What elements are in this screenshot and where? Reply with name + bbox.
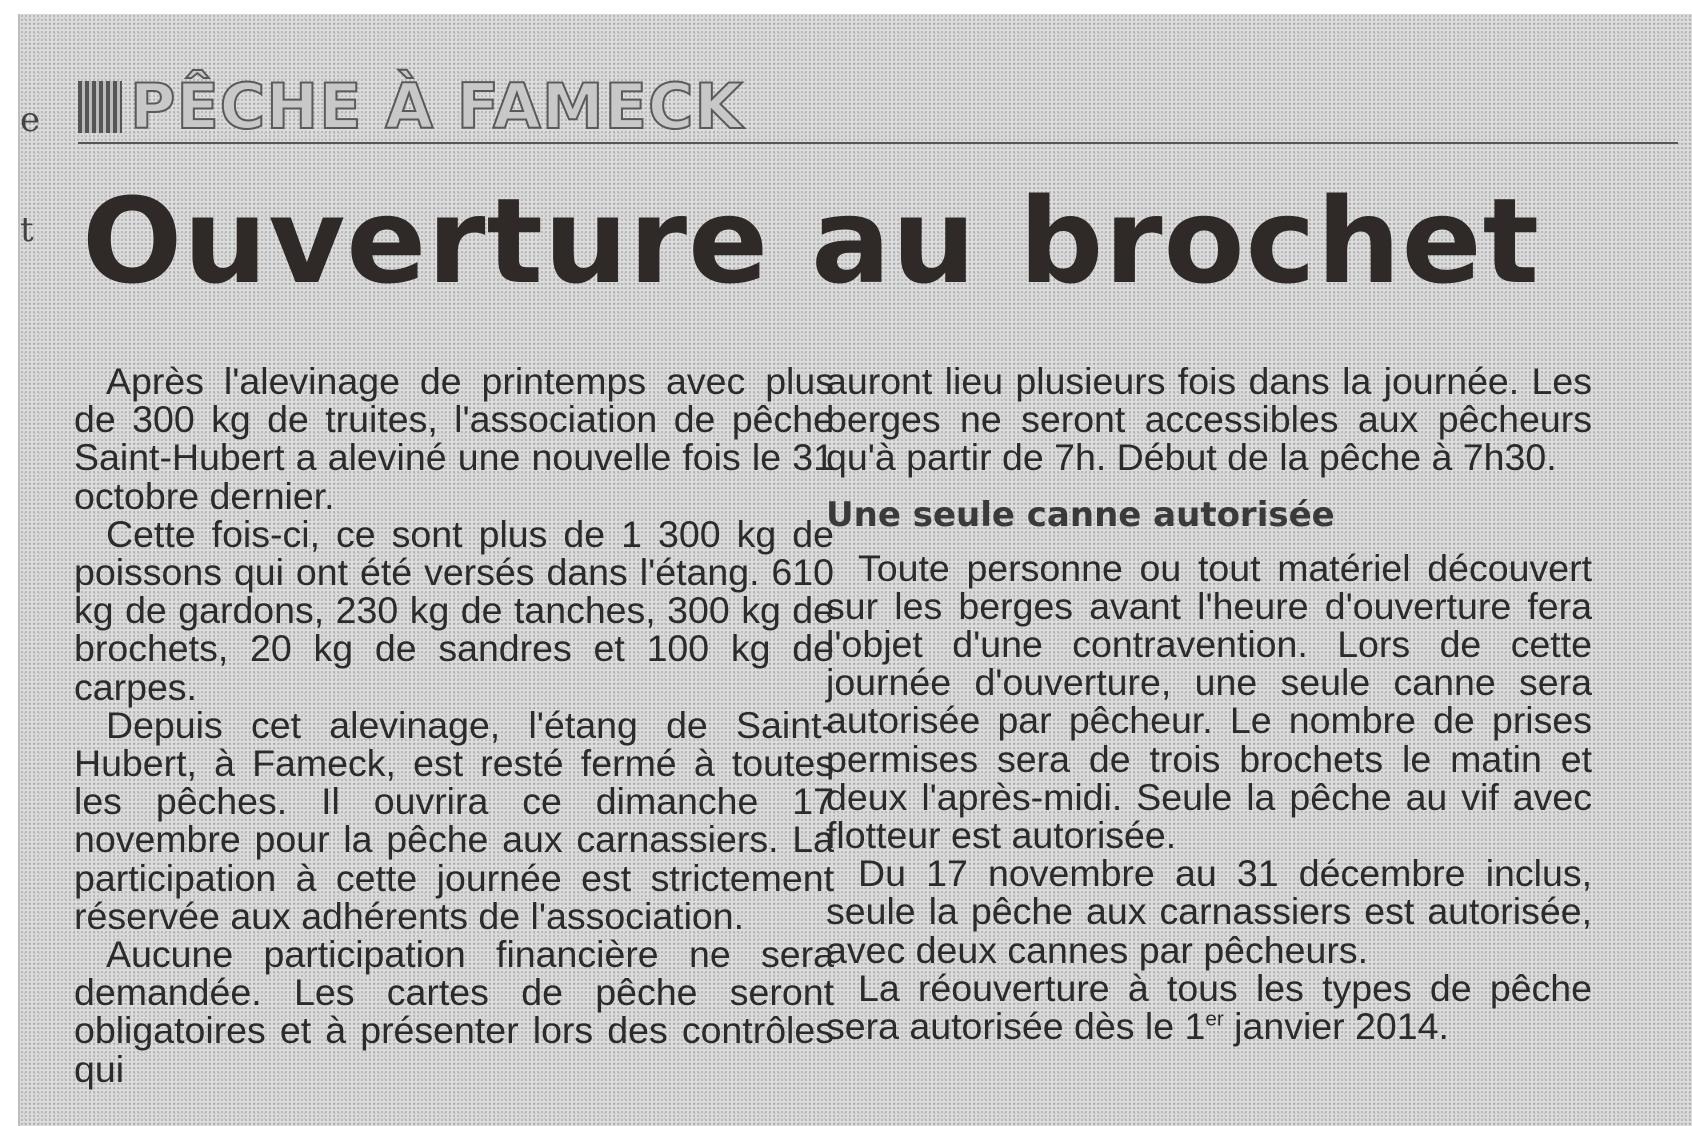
- kicker-text: PÊCHE À FAMECK: [130, 70, 744, 143]
- left-column: [74, 362, 834, 1088]
- paragraph: Aucune participation financière ne sera demandée. Les cartes de pêche seront obligatoires et à présenter lors des contrôles qui: [74, 933, 834, 1090]
- paragraph-continuation: auront lieu plusieurs fois dans la journée. Les berges ne seront accessibles aux pêcheurs qu'à partir de 7h. Début de la pêche à 7h30.: [826, 360, 1592, 479]
- paragraph-text-end: janvier 2014.: [1223, 1005, 1449, 1048]
- paragraph-last: [826, 966, 1592, 1048]
- headline: Ouverture au brochet: [82, 172, 1541, 310]
- paragraph: Après l'alevinage de printemps avec plus de 300 kg de truites, l'association de pêche Saint-Hubert a aleviné une nouvelle fois le 31 octobre dernier.: [74, 360, 834, 517]
- right-column: [826, 360, 1592, 1048]
- paragraph: Cette fois-ci, ce sont plus de 1 300 kg de poissons qui ont été versés dans l'étang. 610 kg de gardons, 230 kg de tanches, 300 kg de brochets, 20 kg de sandres et 100 kg de carpes.: [74, 512, 834, 708]
- clipped-edge: e t: [20, 100, 41, 250]
- kicker-rule: [78, 142, 1678, 144]
- paragraph-text: La réouverture à tous les types de pêche sera autorisée dès le 1: [826, 966, 1592, 1048]
- paragraph: Du 17 novembre au 31 décembre inclus, seule la pêche aux carnassiers est autorisée, avec deux cannes par pêcheurs.: [826, 852, 1592, 971]
- newspaper-clipping: [18, 14, 1692, 1126]
- paragraph: Depuis cet alevinage, l'étang de Saint-Hubert, à Fameck, est resté fermé à toutes les pêches. Il ouvrira ce dimanche 17 novembre pour la pêche aux carnassiers. La participation à cette journée est strictement réservée aux adhérents de l'association.: [74, 703, 834, 937]
- subheading: Une seule canne autorisée: [826, 494, 1335, 535]
- kicker-mark: [78, 81, 122, 133]
- ordinal-superscript: er: [1205, 1007, 1224, 1031]
- section-kicker: [78, 70, 744, 143]
- paragraph: Toute personne ou tout matériel découvert sur les berges avant l'heure d'ouverture fera l'objet d'une contravention. Lors de cette journée d'ouverture, une seule canne sera autorisée par pêcheur. Le nombre de prises permises sera de trois brochets le matin et deux l'après-midi. Seule la pêche au vif avec flotteur est autorisée.: [826, 546, 1592, 857]
